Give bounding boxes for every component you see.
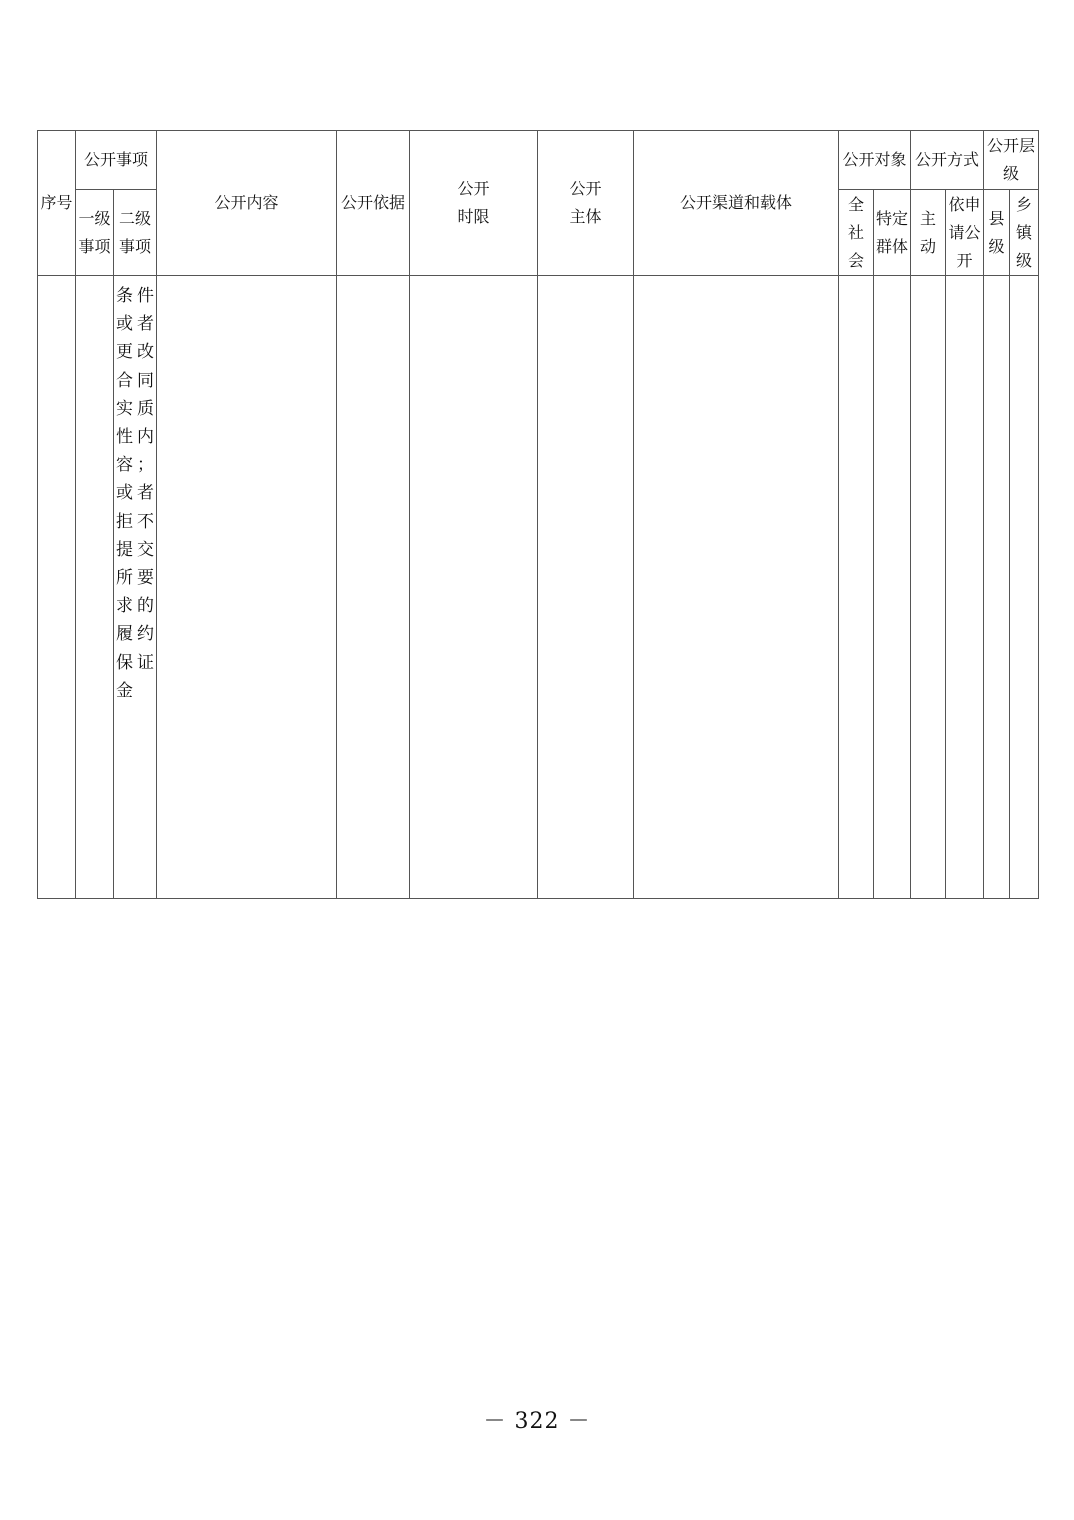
header-content: 公开内容 [157, 131, 337, 276]
header-level-town-line3: 级 [1016, 250, 1033, 270]
level2-char: 保 [116, 652, 133, 673]
level2-char: 的 [137, 596, 154, 617]
level2-char: 改 [137, 342, 154, 363]
header-level2-line1: 二级 [119, 208, 152, 228]
level2-char: 或 [116, 483, 133, 504]
level2-char: 交 [137, 539, 154, 560]
header-method-active [911, 190, 946, 276]
header-target-all-line1: 全 [848, 194, 865, 214]
level2-char: 质 [137, 398, 154, 419]
header-time-limit-line2: 时限 [457, 207, 490, 226]
header-level2 [114, 190, 157, 276]
cell-channel [634, 276, 839, 899]
cell-level-county [984, 276, 1010, 899]
level2-char: 容 [116, 455, 133, 476]
level2-char: 求 [116, 596, 133, 617]
header-method-request-line3: 开 [956, 250, 973, 270]
header-basis: 公开依据 [337, 131, 410, 276]
disclosure-table [37, 130, 1039, 899]
cell-level2 [114, 276, 157, 899]
cell-basis [337, 276, 410, 899]
cell-content [157, 276, 337, 899]
header-level-county-line1: 县 [988, 208, 1005, 228]
header-level1-line1: 一级 [78, 208, 111, 228]
level2-char: 拒 [116, 511, 133, 532]
level2-char: 同 [137, 370, 154, 391]
cell-level1 [76, 276, 114, 899]
level2-char: 履 [116, 624, 133, 645]
header-seq: 序号 [38, 131, 76, 276]
level2-char: 所 [116, 568, 133, 589]
level2-char: 件 [137, 286, 154, 306]
cell-subject [538, 276, 634, 899]
header-target-group: 公开对象 [839, 131, 911, 190]
level2-char: 条 [116, 286, 133, 306]
level2-char: 约 [137, 624, 154, 645]
header-channel: 公开渠道和载体 [634, 131, 839, 276]
level2-char: 内 [137, 427, 154, 448]
level2-char: 者 [137, 483, 154, 504]
header-method-request-line1: 依申 [948, 194, 981, 214]
cell-target-all [839, 276, 874, 899]
header-subject-line2: 主体 [569, 207, 602, 226]
header-level-county-line2: 级 [988, 236, 1005, 256]
level2-char: 实 [116, 398, 133, 419]
level2-vertical-text [114, 276, 156, 705]
header-level-town-line1: 乡 [1016, 194, 1033, 214]
cell-time-limit [410, 276, 538, 899]
table-row [38, 276, 1039, 899]
level2-char: 要 [137, 568, 154, 589]
level2-char: 者 [137, 314, 154, 335]
header-method-active-line1: 主 [920, 208, 937, 228]
header-level-town-line2: 镇 [1016, 222, 1033, 242]
cell-level-town [1010, 276, 1039, 899]
header-method-active-line2: 动 [920, 236, 937, 256]
header-method-request [946, 190, 984, 276]
header-method-group: 公开方式 [911, 131, 984, 190]
header-level1-line2: 事项 [78, 236, 111, 256]
header-level1 [76, 190, 114, 276]
level2-char: 证 [137, 652, 154, 673]
header-level-town [1010, 190, 1039, 276]
level2-char: 不 [137, 511, 154, 532]
header-target-all [839, 190, 874, 276]
level2-char: 金 [116, 680, 133, 701]
header-target-all-line3: 会 [848, 250, 865, 270]
header-method-request-line2: 请公 [948, 222, 981, 242]
header-target-all-line2: 社 [848, 222, 865, 242]
level2-char: 合 [116, 370, 133, 391]
header-subject-line1: 公开 [569, 179, 602, 198]
header-time-limit-line1: 公开 [457, 179, 490, 198]
header-level-group-line2: 级 [1003, 164, 1020, 183]
cell-seq [38, 276, 76, 899]
level2-char: 提 [116, 539, 133, 560]
level2-char: ； [137, 455, 154, 476]
level2-char: 性 [116, 427, 133, 448]
header-level-county [984, 190, 1010, 276]
header-time-limit [410, 131, 538, 276]
level2-char: 或 [116, 314, 133, 335]
page-number: － 322 － [483, 1409, 591, 1434]
cell-target-specific [874, 276, 911, 899]
cell-method-active [911, 276, 946, 899]
header-level-group-line1: 公开层 [987, 136, 1036, 155]
level2-char: 更 [116, 342, 133, 363]
header-subject [538, 131, 634, 276]
header-level2-line2: 事项 [119, 236, 152, 256]
header-items-group: 公开事项 [76, 131, 157, 190]
header-target-specific [874, 190, 911, 276]
header-target-specific-line1: 特定 [876, 208, 909, 228]
header-level-group [984, 131, 1039, 190]
header-target-specific-line2: 群体 [876, 236, 909, 256]
cell-method-request [946, 276, 984, 899]
